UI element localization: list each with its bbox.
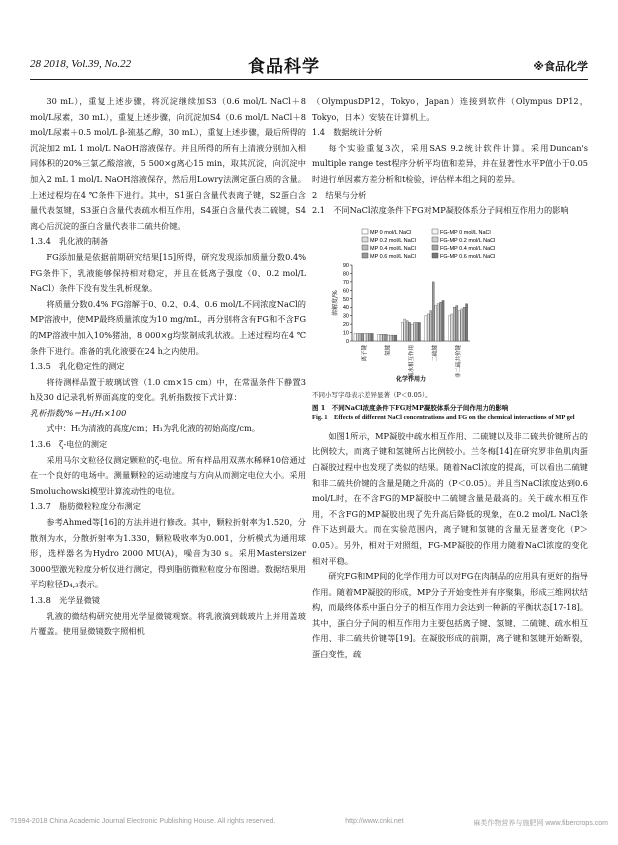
section-label: ※食品化学 [533, 60, 588, 73]
section-heading: 1.3.5 乳化稳定性的测定 [30, 361, 125, 372]
y-tick-label: 90 [342, 262, 349, 269]
bar [369, 333, 371, 341]
bar [437, 304, 439, 341]
y-tick-label: 0 [345, 338, 349, 345]
y-axis-label: 溶解度/% [332, 289, 339, 316]
paragraph: 30 mL），重复上述步骤，将沉淀继续加S3（0.6 mol/L NaCl＋8 mol/L尿素，30 mL），重复上述步骤，向沉淀加S4（0.6 mol/L NaCl＋8 mol/L尿素＋0.5 mol/L β-巯基乙醇，30 mL），重复上述步骤，最后所得的沉淀加2 mL 1 mol/L NaOH溶液保存。并且所得的所有上清液分别加入相同体积的20%三氯乙酸溶液，5 500×g离心15 min，取其沉淀，向沉淀中加入2 mL 1 mol/L NaOH溶液保存，然后用Lowry法测定蛋白质的含量。上述过程均在4 ℃条件下进行。其中，S1蛋白含量代表离子键，S2蛋白含量代表氢键，S3蛋白含量代表疏水相互作用，S4蛋白含量代表二硫键，S4离心后沉淀的蛋白含量代表非二硫共价键。 [30, 96, 306, 231]
bar [440, 302, 442, 341]
figure-caption-en: Fig. 1 Effects of different NaCl concentrations and FG on the chemical interactions of MP gel [312, 413, 575, 421]
bar [466, 304, 468, 341]
bar [401, 322, 403, 341]
y-tick-label: 40 [342, 304, 349, 311]
legend-swatch [432, 245, 438, 250]
legend-swatch [432, 229, 438, 234]
y-tick-label: 80 [342, 271, 349, 278]
paragraph: 将质量分数0.4% FG溶解于0、0.2、0.4、0.6 mol/L不同浓度NaCl的MP溶液中，使MP最终质量浓度为10 mg/mL，再分别将含有FG和不含FG的MP溶液中加入10%猪油，8 000×g均浆制成乳状液。上述过程均在4 ℃条件下进行。准备的乳化液要在24 h之内使用。 [30, 298, 306, 356]
legend-label: MP 0.6 mol/L NaCl [370, 253, 416, 260]
bar [387, 335, 389, 341]
legend-swatch [432, 237, 438, 242]
x-tick-label: 二硫键 [432, 344, 439, 362]
legend-label: MP 0 mol/L NaCl [370, 229, 412, 236]
bar [383, 334, 385, 341]
x-tick-label: 非二硫共价键 [456, 344, 463, 378]
bar [364, 333, 366, 341]
section-heading: 1.3.7 脂肪微粒粒度分布测定 [30, 501, 141, 512]
x-tick-label: 离子键 [361, 344, 368, 362]
bar [392, 335, 394, 341]
section-heading: 1.4 数据统计分析 [312, 127, 383, 138]
cnki-link[interactable]: http://www.cnki.net [345, 818, 404, 825]
x-axis-label: 化学作用力 [395, 375, 427, 383]
bar [354, 333, 356, 341]
right-column-bottom [312, 429, 588, 663]
right-column-top [312, 94, 588, 219]
journal-title: 食品科学 [248, 57, 320, 77]
legend-swatch [362, 237, 368, 242]
x-tick-label: 疏水相互作用 [409, 344, 415, 378]
legend-label: FG-MP 0 mol/L NaCl [440, 229, 491, 236]
bar [411, 324, 413, 341]
paragraph: 式中：Hₜ为清液的高度/cm；H₁为乳化液的初始高度/cm。 [46, 423, 260, 434]
bar [406, 320, 408, 340]
paragraph: 研究FG和MP间的化学作用力可以对FG在肉制品的应用具有更好的指导作用。随着MP凝胶的形成，MP分子开始变性并有序聚集，形成三维网状结构，而最终体系中蛋白分子的相互作用力会达到一种新的平衡状态[17-18]。其中，蛋白分子间的相互作用力主要包括离子键、氢键、二硫键、疏水相互作用、非二硫共价键等[19]。在凝胶形成的前期，离子键和氢键开始断裂，蛋白变性，疏 [312, 571, 588, 660]
bar [435, 305, 437, 340]
x-tick-label: 氢键 [385, 344, 392, 356]
bar [430, 310, 432, 340]
bar [456, 305, 458, 340]
paragraph: 如图1所示，MP凝胶中疏水相互作用、二硫键以及非二硫共价键所占的比例较大，而离子键和氢键所占比例较小。兰冬梅[14]在研究罗非鱼肌肉蛋白凝胶过程中也发现了类似的结果。随着NaCl浓度的提高，可以看出二硫键和非二硫共价键的含量是随之升高的（P＜0.05）。并且当NaCl浓度达到0.6 mol/L时，在不含FG的MP凝胶中二硫键含量是最高的。关于疏水相互作用，不含FG的MP凝胶出现了先升高后降低的现象，在0.2 mol/L NaCl条件下达到最大。而在实验范围内，离子键和氢键的含量无显著变化（P＞0.05）。另外，相对于对照组，FG-MP凝胶的作用力随着NaCl浓度的变化相对平稳。 [312, 430, 588, 566]
bar [458, 310, 460, 340]
bar [451, 314, 453, 341]
legend-label: FG-MP 0.6 mol/L NaCl [440, 253, 496, 260]
copyright: ?1994-2018 China Academic Journal Electronic Publishing House. All rights reserved. [10, 818, 276, 825]
legend-swatch [362, 229, 368, 234]
legend-label: MP 0.4 mol/L NaCl [370, 245, 416, 252]
paragraph: FG添加量是依据前期研究结果[15]所得，研究发现添加质量分数0.4% FG条件下，乳液能够保持相对稳定，并且在低离子强度（0、0.2 mol/L NaCl）条件下没有发生乳析现象。 [30, 251, 306, 294]
bar [366, 333, 368, 341]
legend-label: FG-MP 0.4 mol/L NaCl [440, 245, 496, 252]
paragraph: 每个实验重复3次，采用SAS 9.2统计软件计算。采用Duncan's multiple range test程序分析平均值和差异，并在显著性水平P值小于0.05时进行单因素方差分析和t检验，评估样本组之间的差异。 [312, 142, 588, 184]
bar [359, 333, 361, 341]
paragraph: 参考Ahmed等[16]的方法并进行修改。其中，颗粒折射率为1.520，分散剂为水，分散折射率为1.330，颗粒吸收率为0.001，分析模式为通用球形，选样器名为Hydro 2000 MU(A)，噪音为30 s。采用Mastersizer 3000型激光粒度分析仪进行测定，得到脂肪微粒粒度分布图谱。数据结果用平均粒径D₄,₃表示。 [30, 517, 306, 590]
bar [356, 333, 358, 341]
section-heading: 1.3.6 ζ-电位的测定 [30, 439, 108, 450]
bar [448, 315, 450, 340]
bar [463, 307, 465, 341]
section-heading: 1.3.4 乳化液的制备 [30, 236, 109, 247]
paragraph: （OlympusDP12，Tokyo，Japan）连接到软件（Olympus DP12，Tokyo，日本）安装在计算机上。 [312, 96, 588, 122]
y-tick-label: 20 [342, 321, 349, 328]
paragraph: 将待测样品置于玻璃试管（1.0 cm×15 cm）中，在常温条件下静置3 h及30 d记录乳析界面高度的变化。乳析指数按下式计算： [30, 376, 306, 403]
bar [380, 334, 382, 341]
bar [432, 282, 434, 341]
y-tick-label: 70 [342, 279, 349, 286]
legend-swatch [432, 253, 438, 258]
legend-swatch [362, 253, 368, 258]
bar [453, 307, 455, 341]
right-column [312, 94, 588, 663]
bar [418, 322, 420, 341]
bar [427, 314, 429, 341]
y-tick-label: 10 [342, 330, 349, 337]
bar [395, 335, 397, 341]
header-left: 28 2018, Vol.39, No.22 [30, 58, 132, 70]
header-rule [30, 79, 588, 80]
figure-1 [312, 225, 588, 425]
bar [371, 333, 373, 341]
section-heading: 2 结果与分析 [312, 189, 367, 200]
bar [378, 334, 380, 341]
y-tick-label: 50 [342, 296, 349, 303]
bar [404, 319, 406, 341]
bar [442, 300, 444, 341]
y-tick-label: 30 [342, 313, 349, 320]
formula: 乳析指数/%＝H₁/Hₜ×100 [30, 407, 127, 418]
figure-note: 不同小写字母表示差异显著（P＜0.05）。 [312, 391, 432, 400]
figure-caption-cn: 图 1 不同NaCl浓度条件下FG对MP凝胶体系分子间作用力的影响 [312, 403, 509, 412]
section-heading: 1.3.8 光学显微镜 [30, 595, 100, 605]
bar [416, 322, 418, 341]
bar [361, 333, 363, 341]
bar [425, 315, 427, 340]
bar [413, 322, 415, 341]
watermark: 麻类作物营养与施肥网 www.fibercrops.com [473, 820, 608, 827]
footer [10, 818, 608, 828]
paragraph: 采用马尔文粒径仪测定颗粒的ζ-电位。所有样品用双蒸水稀释10倍通过在一个良好的电场中。测量颗粒的运动速度与方向从而测定电位大小。采用Smoluchowski模型计算流动性的电位。 [30, 454, 306, 496]
bar [390, 335, 392, 341]
paragraph: 乳液的微结构研究使用光学显微镜观察。将乳液滴到载玻片上并用盖玻片覆盖。使用显微镜数字照相机 [30, 610, 306, 637]
legend-label: MP 0.2 mol/L NaCl [370, 237, 416, 244]
bar [461, 309, 463, 341]
y-tick-label: 60 [342, 288, 349, 295]
bar [385, 334, 387, 341]
section-heading: 2.1 不同NaCl浓度条件下FG对MP凝胶体系分子间相互作用力的影响 [312, 205, 569, 216]
bar [409, 322, 411, 341]
bar-chart [312, 225, 588, 383]
left-column [30, 94, 306, 640]
legend-swatch [362, 245, 368, 250]
legend-label: FG-MP 0.2 mol/L NaCl [440, 237, 496, 244]
